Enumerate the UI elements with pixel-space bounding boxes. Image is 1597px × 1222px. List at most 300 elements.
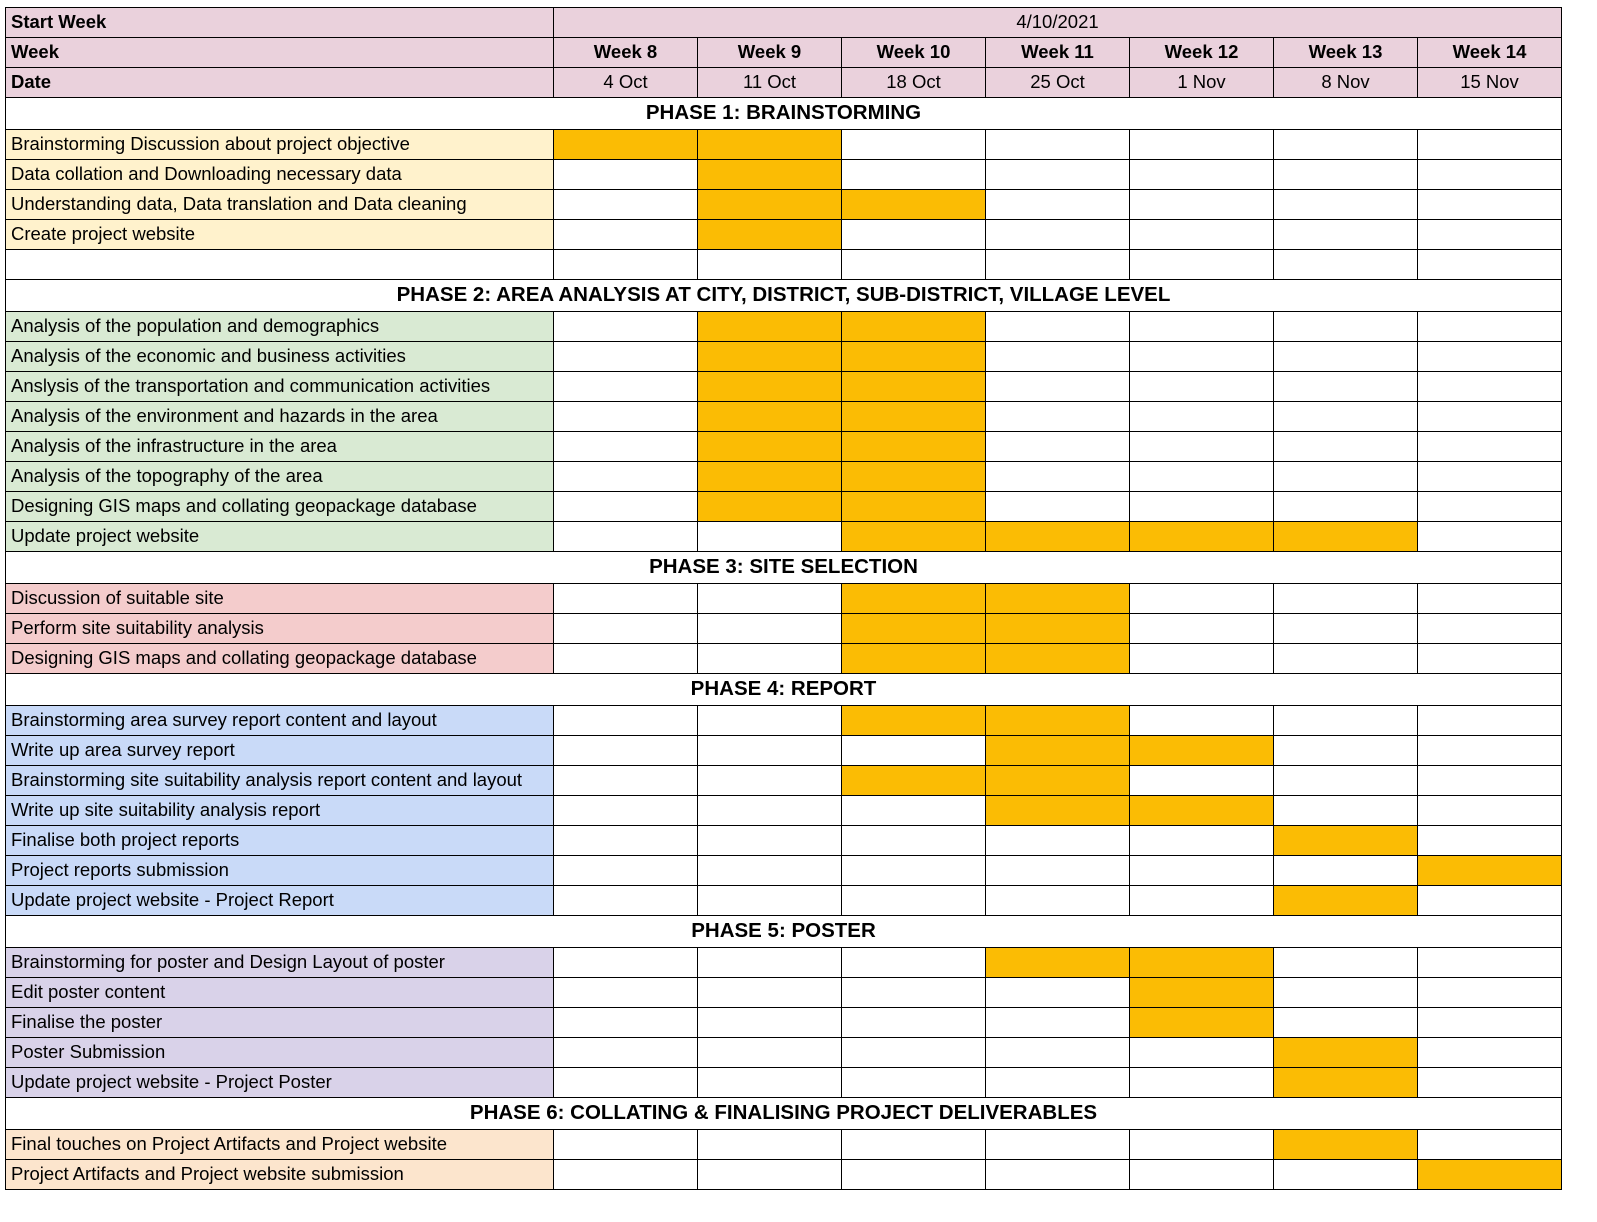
task-label: Analysis of the environment and hazards in the area xyxy=(6,402,554,432)
gantt-empty-cell xyxy=(1274,644,1418,674)
gantt-empty-cell xyxy=(698,1008,842,1038)
gantt-bar-cell xyxy=(842,706,986,736)
gantt-empty-cell xyxy=(842,160,986,190)
task-row xyxy=(6,978,1562,1008)
gantt-empty-cell xyxy=(842,1068,986,1098)
gantt-empty-cell xyxy=(986,1068,1130,1098)
gantt-empty-cell xyxy=(554,1160,698,1190)
gantt-empty-cell xyxy=(1274,492,1418,522)
gantt-empty-cell xyxy=(1418,402,1562,432)
gantt-empty-cell xyxy=(1130,220,1274,250)
gantt-empty-cell xyxy=(1274,1160,1418,1190)
gantt-bar-cell xyxy=(1130,948,1274,978)
gantt-empty-cell xyxy=(554,736,698,766)
gantt-empty-cell xyxy=(1274,736,1418,766)
gantt-empty-cell xyxy=(698,948,842,978)
gantt-empty-cell xyxy=(1418,312,1562,342)
gantt-empty-cell xyxy=(1274,766,1418,796)
phase-row xyxy=(6,280,1562,312)
task-row xyxy=(6,130,1562,160)
gantt-empty-cell xyxy=(1418,978,1562,1008)
gantt-empty-cell xyxy=(1274,584,1418,614)
gantt-empty-cell xyxy=(554,250,698,280)
gantt-empty-cell xyxy=(842,1160,986,1190)
gantt-bar-cell xyxy=(1130,522,1274,552)
gantt-bar-cell xyxy=(1274,886,1418,916)
gantt-empty-cell xyxy=(554,644,698,674)
task-row xyxy=(6,706,1562,736)
task-label: Write up site suitability analysis report xyxy=(6,796,554,826)
gantt-empty-cell xyxy=(1418,584,1562,614)
gantt-empty-cell xyxy=(554,522,698,552)
task-row xyxy=(6,614,1562,644)
phase-title: PHASE 3: SITE SELECTION xyxy=(6,552,1562,584)
gantt-empty-cell xyxy=(1130,1038,1274,1068)
gantt-empty-cell xyxy=(1418,886,1562,916)
gantt-bar-cell xyxy=(842,312,986,342)
gantt-empty-cell xyxy=(554,190,698,220)
gantt-empty-cell xyxy=(1418,736,1562,766)
gantt-empty-cell xyxy=(1418,160,1562,190)
gantt-empty-cell xyxy=(1418,372,1562,402)
week-header: Week 11 xyxy=(986,38,1130,68)
task-label xyxy=(6,250,554,280)
gantt-empty-cell xyxy=(698,796,842,826)
gantt-empty-cell xyxy=(1274,856,1418,886)
gantt-empty-cell xyxy=(1418,706,1562,736)
gantt-empty-cell xyxy=(1274,372,1418,402)
gantt-empty-cell xyxy=(1130,190,1274,220)
week-header: Week 10 xyxy=(842,38,986,68)
gantt-empty-cell xyxy=(986,372,1130,402)
gantt-bar-cell xyxy=(986,614,1130,644)
gantt-bar-cell xyxy=(1130,1008,1274,1038)
gantt-empty-cell xyxy=(698,1068,842,1098)
gantt-empty-cell xyxy=(1418,614,1562,644)
gantt-bar-cell xyxy=(842,584,986,614)
gantt-bar-cell xyxy=(1274,826,1418,856)
gantt-bar-cell xyxy=(842,644,986,674)
gantt-empty-cell xyxy=(1274,1008,1418,1038)
gantt-empty-cell xyxy=(1274,342,1418,372)
task-label: Poster Submission xyxy=(6,1038,554,1068)
task-row xyxy=(6,342,1562,372)
gantt-bar-cell xyxy=(842,492,986,522)
gantt-empty-cell xyxy=(1418,1038,1562,1068)
gantt-table xyxy=(5,7,1562,1190)
gantt-empty-cell xyxy=(698,250,842,280)
gantt-empty-cell xyxy=(1418,130,1562,160)
gantt-empty-cell xyxy=(1130,826,1274,856)
gantt-bar-cell xyxy=(698,160,842,190)
gantt-empty-cell xyxy=(554,826,698,856)
gantt-bar-cell xyxy=(986,706,1130,736)
task-row xyxy=(6,312,1562,342)
gantt-empty-cell xyxy=(1130,160,1274,190)
gantt-empty-cell xyxy=(554,1038,698,1068)
week-header: Week 13 xyxy=(1274,38,1418,68)
task-label: Analysis of the topography of the area xyxy=(6,462,554,492)
week-header: Week 9 xyxy=(698,38,842,68)
gantt-empty-cell xyxy=(1418,220,1562,250)
gantt-empty-cell xyxy=(842,250,986,280)
task-row xyxy=(6,372,1562,402)
gantt-bar-cell xyxy=(1418,856,1562,886)
gantt-bar-cell xyxy=(698,130,842,160)
task-row xyxy=(6,190,1562,220)
gantt-empty-cell xyxy=(554,886,698,916)
task-label: Analysis of the economic and business activities xyxy=(6,342,554,372)
gantt-empty-cell xyxy=(698,1038,842,1068)
task-row xyxy=(6,220,1562,250)
task-label: Designing GIS maps and collating geopackage database xyxy=(6,644,554,674)
date-header: 4 Oct xyxy=(554,68,698,98)
task-row xyxy=(6,1008,1562,1038)
task-label: Brainstorming Discussion about project objective xyxy=(6,130,554,160)
date-header: 11 Oct xyxy=(698,68,842,98)
gantt-empty-cell xyxy=(1274,706,1418,736)
task-label: Update project website - Project Report xyxy=(6,886,554,916)
gantt-empty-cell xyxy=(1274,948,1418,978)
gantt-bar-cell xyxy=(698,220,842,250)
phase-title: PHASE 4: REPORT xyxy=(6,674,1562,706)
gantt-empty-cell xyxy=(554,402,698,432)
gantt-empty-cell xyxy=(1130,644,1274,674)
gantt-empty-cell xyxy=(986,1160,1130,1190)
gantt-empty-cell xyxy=(698,614,842,644)
task-row xyxy=(6,1068,1562,1098)
gantt-empty-cell xyxy=(1130,1130,1274,1160)
gantt-empty-cell xyxy=(1130,432,1274,462)
date-header: 18 Oct xyxy=(842,68,986,98)
task-row xyxy=(6,492,1562,522)
gantt-empty-cell xyxy=(698,856,842,886)
gantt-empty-cell xyxy=(1418,1008,1562,1038)
gantt-empty-cell xyxy=(1130,492,1274,522)
gantt-empty-cell xyxy=(1130,614,1274,644)
task-label: Analysis of the infrastructure in the area xyxy=(6,432,554,462)
gantt-empty-cell xyxy=(554,160,698,190)
gantt-empty-cell xyxy=(698,826,842,856)
task-row xyxy=(6,796,1562,826)
week-header: Week 8 xyxy=(554,38,698,68)
gantt-empty-cell xyxy=(1130,766,1274,796)
gantt-empty-cell xyxy=(1130,886,1274,916)
gantt-empty-cell xyxy=(1274,432,1418,462)
gantt-empty-cell xyxy=(1274,978,1418,1008)
gantt-empty-cell xyxy=(986,312,1130,342)
gantt-bar-cell xyxy=(1274,1130,1418,1160)
gantt-bar-cell xyxy=(1130,736,1274,766)
gantt-empty-cell xyxy=(698,584,842,614)
task-row xyxy=(6,948,1562,978)
task-label: Discussion of suitable site xyxy=(6,584,554,614)
gantt-empty-cell xyxy=(698,522,842,552)
gantt-empty-cell xyxy=(554,614,698,644)
gantt-empty-cell xyxy=(698,1130,842,1160)
gantt-bar-cell xyxy=(698,492,842,522)
gantt-empty-cell xyxy=(986,462,1130,492)
task-row xyxy=(6,736,1562,766)
gantt-empty-cell xyxy=(986,342,1130,372)
gantt-empty-cell xyxy=(1274,312,1418,342)
gantt-empty-cell xyxy=(842,1008,986,1038)
task-label: Brainstorming area survey report content and layout xyxy=(6,706,554,736)
task-row xyxy=(6,826,1562,856)
task-label: Finalise the poster xyxy=(6,1008,554,1038)
gantt-bar-cell xyxy=(842,432,986,462)
gantt-bar-cell xyxy=(986,766,1130,796)
gantt-empty-cell xyxy=(554,1068,698,1098)
gantt-empty-cell xyxy=(554,312,698,342)
week-header: Week 14 xyxy=(1418,38,1562,68)
gantt-empty-cell xyxy=(1130,402,1274,432)
phase-title: PHASE 2: AREA ANALYSIS AT CITY, DISTRICT, SUB-DISTRICT, VILLAGE LEVEL xyxy=(6,280,1562,312)
gantt-empty-cell xyxy=(1418,250,1562,280)
gantt-empty-cell xyxy=(986,978,1130,1008)
task-row xyxy=(6,522,1562,552)
gantt-bar-cell xyxy=(1418,1160,1562,1190)
gantt-empty-cell xyxy=(698,736,842,766)
gantt-bar-cell xyxy=(842,614,986,644)
gantt-empty-cell xyxy=(1274,220,1418,250)
gantt-empty-cell xyxy=(842,220,986,250)
gantt-empty-cell xyxy=(554,462,698,492)
gantt-empty-cell xyxy=(1274,402,1418,432)
gantt-empty-cell xyxy=(986,160,1130,190)
week-header: Week 12 xyxy=(1130,38,1274,68)
task-row xyxy=(6,766,1562,796)
gantt-empty-cell xyxy=(986,1008,1130,1038)
phase-row xyxy=(6,98,1562,130)
gantt-empty-cell xyxy=(554,978,698,1008)
gantt-empty-cell xyxy=(1130,130,1274,160)
gantt-empty-cell xyxy=(554,220,698,250)
gantt-empty-cell xyxy=(986,402,1130,432)
gantt-empty-cell xyxy=(554,492,698,522)
gantt-bar-cell xyxy=(1130,978,1274,1008)
gantt-empty-cell xyxy=(698,978,842,1008)
gantt-empty-cell xyxy=(554,1130,698,1160)
gantt-empty-cell xyxy=(1418,1130,1562,1160)
gantt-empty-cell xyxy=(1418,826,1562,856)
gantt-empty-cell xyxy=(1274,250,1418,280)
task-label: Project Artifacts and Project website submission xyxy=(6,1160,554,1190)
gantt-empty-cell xyxy=(986,1038,1130,1068)
start-week-value: 4/10/2021 xyxy=(554,8,1562,38)
gantt-empty-cell xyxy=(1130,342,1274,372)
gantt-empty-cell xyxy=(1418,766,1562,796)
task-label: Create project website xyxy=(6,220,554,250)
week-row xyxy=(6,38,1562,68)
gantt-empty-cell xyxy=(986,1130,1130,1160)
gantt-empty-cell xyxy=(1130,706,1274,736)
gantt-empty-cell xyxy=(698,644,842,674)
gantt-empty-cell xyxy=(842,826,986,856)
gantt-empty-cell xyxy=(986,220,1130,250)
gantt-empty-cell xyxy=(1130,856,1274,886)
gantt-empty-cell xyxy=(1130,584,1274,614)
gantt-empty-cell xyxy=(554,432,698,462)
task-label: Perform site suitability analysis xyxy=(6,614,554,644)
start-week-row xyxy=(6,8,1562,38)
phase-title: PHASE 6: COLLATING & FINALISING PROJECT DELIVERABLES xyxy=(6,1098,1562,1130)
gantt-bar-cell xyxy=(986,644,1130,674)
gantt-empty-cell xyxy=(554,766,698,796)
start-week-label: Start Week xyxy=(6,8,554,38)
gantt-empty-cell xyxy=(1274,796,1418,826)
gantt-bar-cell xyxy=(698,432,842,462)
gantt-empty-cell xyxy=(986,886,1130,916)
gantt-bar-cell xyxy=(1274,1068,1418,1098)
gantt-empty-cell xyxy=(1274,462,1418,492)
phase-row xyxy=(6,674,1562,706)
gantt-empty-cell xyxy=(554,342,698,372)
gantt-bar-cell xyxy=(842,372,986,402)
task-label: Understanding data, Data translation and Data cleaning xyxy=(6,190,554,220)
gantt-bar-cell xyxy=(554,130,698,160)
gantt-empty-cell xyxy=(1418,492,1562,522)
phase-title: PHASE 1: BRAINSTORMING xyxy=(6,98,1562,130)
gantt-bar-cell xyxy=(842,766,986,796)
gantt-empty-cell xyxy=(698,766,842,796)
gantt-bar-cell xyxy=(698,342,842,372)
gantt-bar-cell xyxy=(842,522,986,552)
gantt-empty-cell xyxy=(1418,190,1562,220)
gantt-empty-cell xyxy=(986,432,1130,462)
gantt-empty-cell xyxy=(842,856,986,886)
gantt-empty-cell xyxy=(1130,1160,1274,1190)
phase-row xyxy=(6,1098,1562,1130)
gantt-empty-cell xyxy=(986,492,1130,522)
gantt-empty-cell xyxy=(1130,1068,1274,1098)
task-row xyxy=(6,1130,1562,1160)
gantt-empty-cell xyxy=(986,250,1130,280)
task-label: Edit poster content xyxy=(6,978,554,1008)
gantt-empty-cell xyxy=(554,796,698,826)
gantt-empty-cell xyxy=(842,796,986,826)
task-row xyxy=(6,1160,1562,1190)
date-header: 8 Nov xyxy=(1274,68,1418,98)
gantt-empty-cell xyxy=(842,886,986,916)
task-row xyxy=(6,402,1562,432)
task-label: Designing GIS maps and collating geopackage database xyxy=(6,492,554,522)
gantt-empty-cell xyxy=(1130,462,1274,492)
gantt-empty-cell xyxy=(986,826,1130,856)
gantt-empty-cell xyxy=(842,948,986,978)
gantt-empty-cell xyxy=(1274,190,1418,220)
gantt-empty-cell xyxy=(1418,342,1562,372)
gantt-bar-cell xyxy=(986,584,1130,614)
gantt-bar-cell xyxy=(698,372,842,402)
phase-row xyxy=(6,916,1562,948)
date-header: 1 Nov xyxy=(1130,68,1274,98)
gantt-empty-cell xyxy=(554,948,698,978)
gantt-bar-cell xyxy=(842,342,986,372)
gantt-empty-cell xyxy=(1130,372,1274,402)
gantt-empty-cell xyxy=(986,856,1130,886)
gantt-empty-cell xyxy=(1418,522,1562,552)
task-label: Brainstorming for poster and Design Layout of poster xyxy=(6,948,554,978)
gantt-bar-cell xyxy=(1274,1038,1418,1068)
gantt-empty-cell xyxy=(842,736,986,766)
task-row xyxy=(6,856,1562,886)
gantt-bar-cell xyxy=(986,522,1130,552)
task-row xyxy=(6,644,1562,674)
gantt-empty-cell xyxy=(1274,130,1418,160)
gantt-empty-cell xyxy=(698,706,842,736)
gantt-empty-cell xyxy=(986,190,1130,220)
gantt-empty-cell xyxy=(1418,796,1562,826)
date-header: 25 Oct xyxy=(986,68,1130,98)
gantt-empty-cell xyxy=(842,130,986,160)
gantt-empty-cell xyxy=(554,706,698,736)
gantt-empty-cell xyxy=(1274,160,1418,190)
gantt-empty-cell xyxy=(1418,432,1562,462)
gantt-empty-cell xyxy=(842,1130,986,1160)
gantt-bar-cell xyxy=(986,948,1130,978)
task-label: Analysis of the population and demographics xyxy=(6,312,554,342)
task-label: Update project website - Project Poster xyxy=(6,1068,554,1098)
date-header: 15 Nov xyxy=(1418,68,1562,98)
gantt-empty-cell xyxy=(842,1038,986,1068)
task-label: Update project website xyxy=(6,522,554,552)
task-row xyxy=(6,462,1562,492)
gantt-bar-cell xyxy=(698,462,842,492)
gantt-empty-cell xyxy=(1418,644,1562,674)
task-row xyxy=(6,250,1562,280)
task-row xyxy=(6,432,1562,462)
gantt-empty-cell xyxy=(1130,312,1274,342)
task-label: Finalise both project reports xyxy=(6,826,554,856)
task-label: Project reports submission xyxy=(6,856,554,886)
task-label: Final touches on Project Artifacts and Project website xyxy=(6,1130,554,1160)
task-row xyxy=(6,584,1562,614)
task-label: Anslysis of the transportation and communication activities xyxy=(6,372,554,402)
gantt-empty-cell xyxy=(1418,1068,1562,1098)
gantt-empty-cell xyxy=(1130,250,1274,280)
gantt-empty-cell xyxy=(1418,948,1562,978)
gantt-empty-cell xyxy=(1274,614,1418,644)
gantt-bar-cell xyxy=(842,462,986,492)
gantt-empty-cell xyxy=(842,978,986,1008)
gantt-empty-cell xyxy=(986,130,1130,160)
gantt-bar-cell xyxy=(698,190,842,220)
task-row xyxy=(6,886,1562,916)
gantt-bar-cell xyxy=(842,402,986,432)
phase-row xyxy=(6,552,1562,584)
gantt-bar-cell xyxy=(1130,796,1274,826)
date-row xyxy=(6,68,1562,98)
gantt-bar-cell xyxy=(842,190,986,220)
gantt-bar-cell xyxy=(986,736,1130,766)
task-label: Brainstorming site suitability analysis report content and layout xyxy=(6,766,554,796)
gantt-empty-cell xyxy=(554,584,698,614)
week-label: Week xyxy=(6,38,554,68)
gantt-empty-cell xyxy=(554,1008,698,1038)
task-label: Data collation and Downloading necessary data xyxy=(6,160,554,190)
gantt-empty-cell xyxy=(698,1160,842,1190)
gantt-bar-cell xyxy=(1274,522,1418,552)
gantt-empty-cell xyxy=(554,372,698,402)
gantt-bar-cell xyxy=(698,312,842,342)
date-label: Date xyxy=(6,68,554,98)
task-row xyxy=(6,1038,1562,1068)
gantt-empty-cell xyxy=(554,856,698,886)
task-label: Write up area survey report xyxy=(6,736,554,766)
gantt-empty-cell xyxy=(1418,462,1562,492)
gantt-bar-cell xyxy=(986,796,1130,826)
